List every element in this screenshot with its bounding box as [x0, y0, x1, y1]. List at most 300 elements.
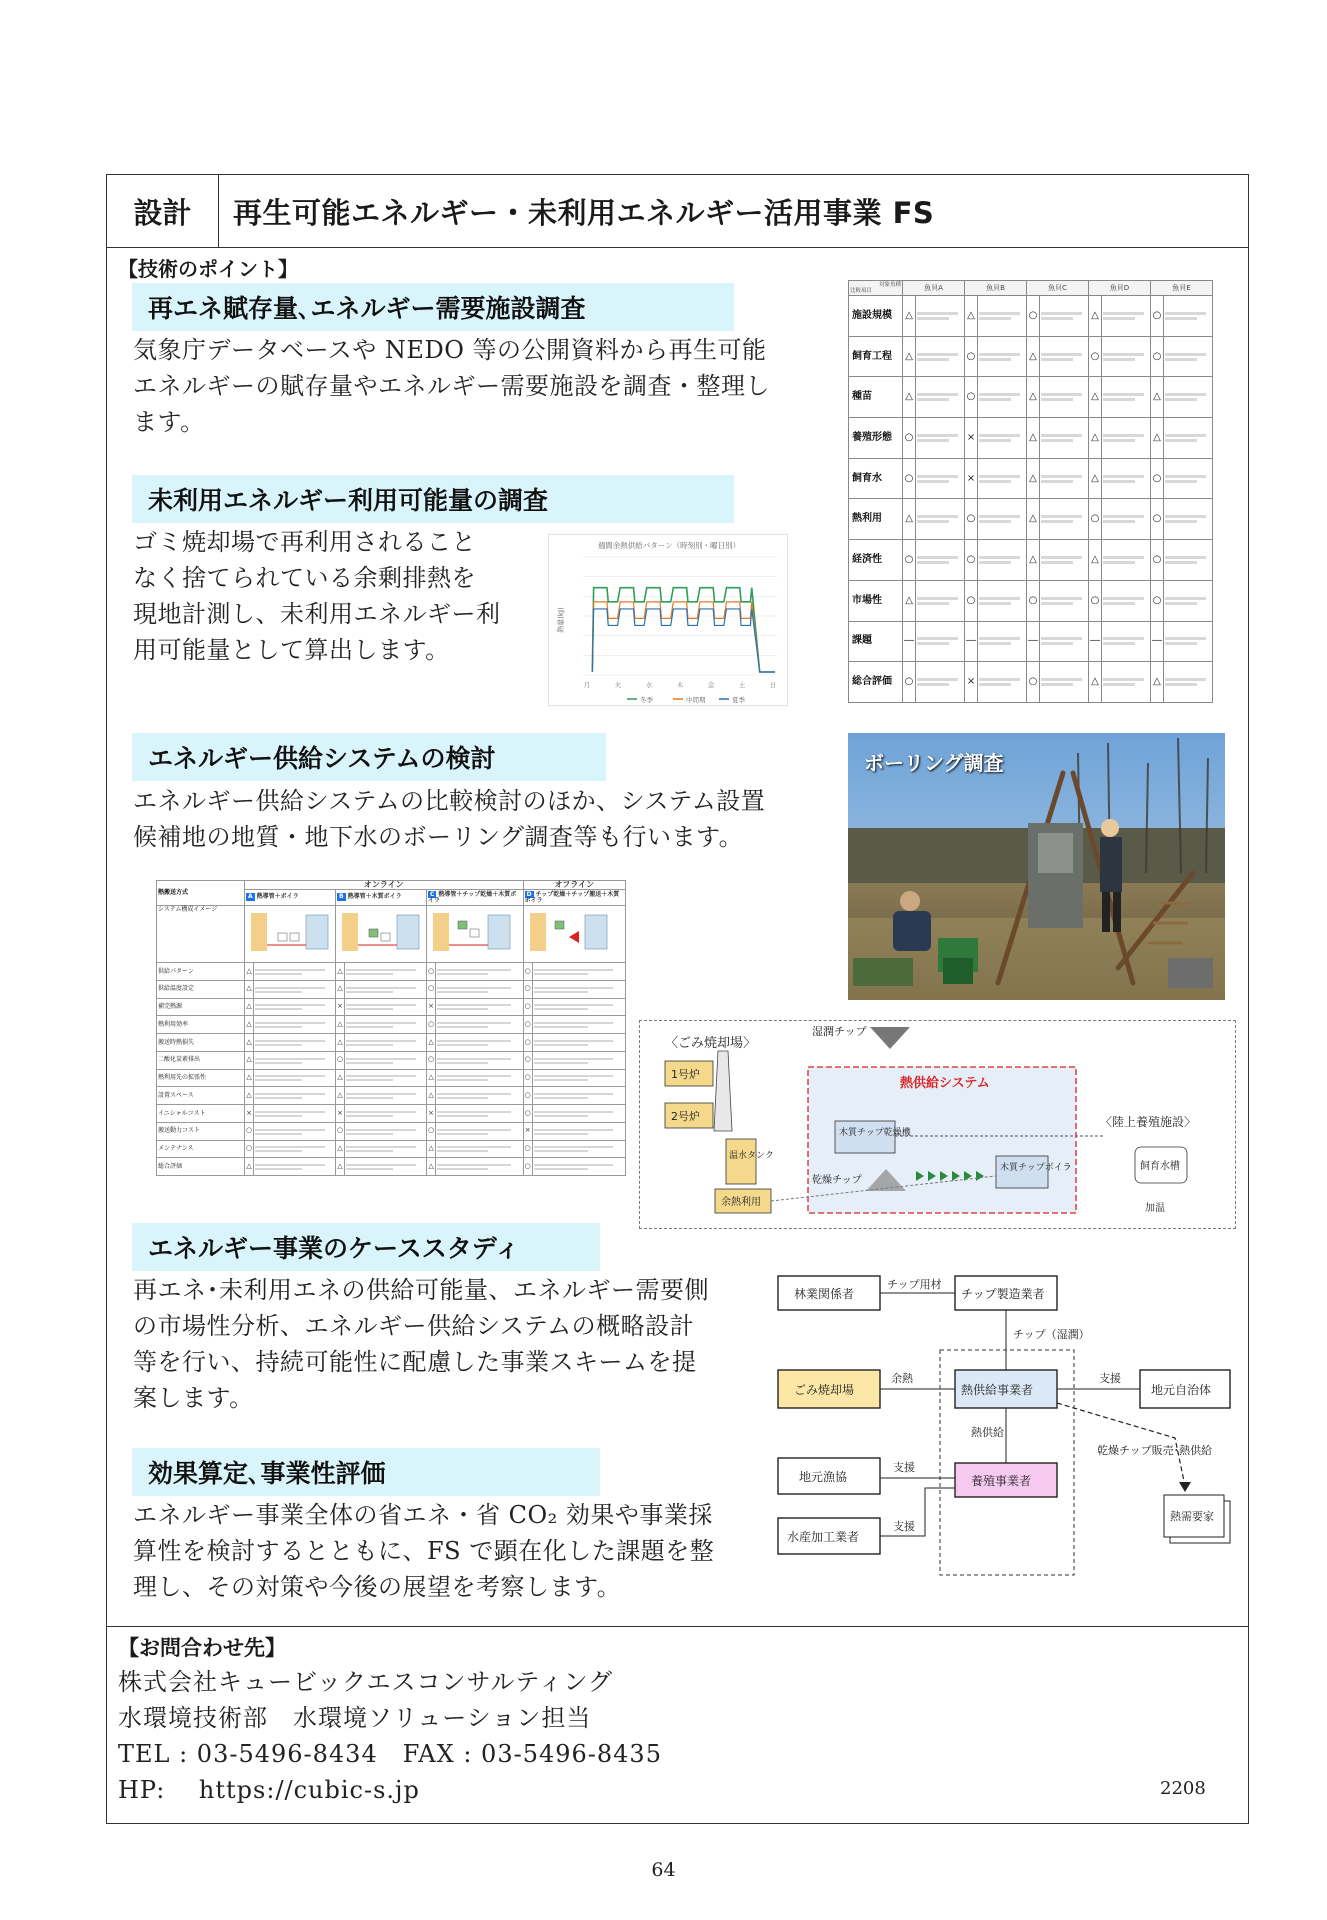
evaluation-mark: ○ — [427, 1051, 436, 1069]
cell-note — [1163, 336, 1212, 377]
boring-survey-photo — [848, 733, 1225, 1000]
cell-note — [1040, 662, 1089, 703]
row-label: 搬送時熱損失 — [157, 1034, 245, 1052]
row-label: 種苗 — [849, 377, 903, 418]
cell-note — [436, 1140, 524, 1158]
text-line: 気象庁データベースや NEDO 等の公開資料から再生可能 — [133, 336, 767, 364]
section-text-3 — [133, 783, 843, 855]
cell-note — [1040, 418, 1089, 459]
table-row — [157, 980, 626, 998]
row-label: 飼育工程 — [849, 336, 903, 377]
chart-svg — [549, 535, 789, 707]
column-header: 魚貝C — [1027, 281, 1089, 296]
evaluation-mark: ○ — [523, 1069, 532, 1087]
evaluation-mark: ○ — [523, 1105, 532, 1123]
cell-note — [1163, 458, 1212, 499]
cell-note — [916, 662, 965, 703]
hot-water-tank: 温水タンク — [729, 1151, 774, 1161]
cell-note — [916, 499, 965, 540]
cell-note — [436, 980, 524, 998]
cell-note — [436, 998, 524, 1016]
system-label: チップ乾燥＋チップ搬送＋木質ボイラ — [524, 890, 620, 904]
table-row — [849, 296, 1213, 337]
text-line: の市場性分析、エネルギー供給システムの概略設計 — [133, 1312, 695, 1340]
evaluation-mark: ○ — [523, 1016, 532, 1034]
x-tick-label: 土 — [738, 681, 746, 689]
table-row — [849, 621, 1213, 662]
row-label: 施設規模 — [849, 296, 903, 337]
evaluation-mark: △ — [245, 1016, 254, 1034]
evaluation-mark: △ — [427, 1087, 436, 1105]
evaluation-mark: △ — [427, 1140, 436, 1158]
row-label: 設置スペース — [157, 1087, 245, 1105]
contact-tel-fax: TEL : 03-5496-8434 FAX : 03-5496-8435 — [118, 1740, 662, 1768]
cell-note — [254, 1122, 336, 1140]
cell-note — [1102, 580, 1151, 621]
row-label: 補完熱源 — [157, 998, 245, 1016]
evaluation-mark: ○ — [965, 499, 978, 540]
text-line: ます。 — [133, 408, 205, 436]
evaluation-mark: ○ — [427, 1122, 436, 1140]
cell-note — [254, 1016, 336, 1034]
section-text-2 — [133, 524, 553, 668]
section-text-4 — [133, 1272, 773, 1416]
system-column-header — [245, 889, 336, 905]
heat-supply-label: 熱供給 — [971, 1426, 1004, 1439]
column-header: 魚貝D — [1089, 281, 1151, 296]
cell-note — [254, 1069, 336, 1087]
evaluation-mark: ○ — [965, 336, 978, 377]
cell-note — [978, 662, 1027, 703]
cell-note — [436, 963, 524, 981]
text-line: なく捨てられている余剰排熱を — [133, 564, 476, 592]
evaluation-mark: △ — [336, 1034, 345, 1052]
cell-note — [345, 1069, 427, 1087]
category-label: 設計 — [107, 175, 219, 247]
text-line: 現地計測し、未利用エネルギー利 — [133, 600, 501, 628]
page-title: 再生可能エネルギー・未利用エネルギー活用事業 FS — [233, 195, 935, 230]
furnace-2: 2号炉 — [671, 1110, 700, 1123]
cell-note — [1040, 377, 1089, 418]
table-row — [849, 499, 1213, 540]
evaluation-mark: ○ — [1089, 499, 1102, 540]
row-label: 総合評価 — [849, 662, 903, 703]
cell-note — [532, 1158, 625, 1176]
row-label: 熱利用先の拡張性 — [157, 1069, 245, 1087]
cell-note — [345, 998, 427, 1016]
image-row — [157, 905, 626, 963]
cell-note — [254, 980, 336, 998]
cell-note — [1040, 621, 1089, 662]
row-label: 養殖形態 — [849, 418, 903, 459]
evaluation-mark: × — [965, 418, 978, 459]
evaluation-mark: × — [336, 998, 345, 1016]
processor-box: 水産加工業者 — [787, 1530, 860, 1544]
evaluation-mark: △ — [903, 296, 916, 337]
photo-label: ボーリング調査 — [864, 751, 1004, 775]
cell-note — [916, 458, 965, 499]
series-line — [592, 588, 775, 672]
row-label: 二酸化炭素排出 — [157, 1051, 245, 1069]
evaluation-mark: ○ — [903, 458, 916, 499]
evaluation-mark: △ — [336, 1158, 345, 1176]
system-tag: A — [248, 893, 253, 901]
cell-note — [532, 980, 625, 998]
evaluation-mark: △ — [245, 1069, 254, 1087]
cell-note — [254, 1158, 336, 1176]
cell-note — [254, 998, 336, 1016]
table-row — [849, 418, 1213, 459]
incinerator-box: ごみ焼却場 — [794, 1383, 855, 1397]
cell-note — [978, 499, 1027, 540]
cell-note — [345, 1140, 427, 1158]
cell-note — [916, 336, 965, 377]
cell-note — [1163, 377, 1212, 418]
surplus-label: 余熱 — [891, 1372, 913, 1385]
evaluation-mark: × — [523, 1122, 532, 1140]
table-row — [157, 1122, 626, 1140]
evaluation-mark: △ — [1089, 540, 1102, 581]
evaluation-mark: ○ — [427, 963, 436, 981]
evaluation-mark: ○ — [245, 1122, 254, 1140]
tech-point-label: 【技術のポイント】 — [118, 257, 298, 281]
column-header: 魚貝A — [903, 281, 965, 296]
evaluation-mark: ○ — [336, 1122, 345, 1140]
evaluation-mark: ○ — [523, 1140, 532, 1158]
page-number: 64 — [651, 1859, 676, 1881]
cell-note — [436, 1034, 524, 1052]
surplus-heat-label: 余熱利用 — [721, 1197, 761, 1208]
text-line: エネルギーの賦存量やエネルギー需要施設を調査・整理し — [133, 372, 770, 400]
chart-x-ticks — [584, 680, 777, 689]
cell-note — [1040, 458, 1089, 499]
cell-note — [1102, 377, 1151, 418]
x-tick-label: 火 — [614, 681, 622, 689]
cell-note — [1102, 621, 1151, 662]
evaluation-mark: △ — [1027, 499, 1040, 540]
cell-note — [1102, 540, 1151, 581]
cell-note — [978, 377, 1027, 418]
chip-maker-box: チップ製造業者 — [961, 1287, 1045, 1301]
text-line: エネルギー供給システムの比較検討のほか、システム設置 — [133, 787, 766, 815]
table-row — [157, 963, 626, 981]
row-label: 熱利用 — [849, 499, 903, 540]
municipality-box: 地元自治体 — [1151, 1383, 1212, 1397]
cell-note — [916, 540, 965, 581]
evaluation-mark: △ — [245, 1034, 254, 1052]
incinerator-title: 〈ごみ焼却場〉 — [665, 1036, 757, 1051]
cell-note — [532, 1105, 625, 1123]
cell-note — [978, 458, 1027, 499]
table-row — [849, 662, 1213, 703]
evaluation-mark: ○ — [523, 963, 532, 981]
support-label-1: 支援 — [1099, 1372, 1121, 1385]
table-row — [849, 540, 1213, 581]
cell-note — [1163, 296, 1212, 337]
row-label: システム構成イメージ — [157, 905, 245, 963]
cell-note — [1102, 458, 1151, 499]
system-column-header — [336, 889, 427, 905]
table-row — [849, 580, 1213, 621]
table-row — [157, 1051, 626, 1069]
system-label: 熱導管＋木質ボイラ — [347, 893, 402, 901]
table-header-row — [849, 281, 1213, 296]
cell-note — [436, 1069, 524, 1087]
text-line: ゴミ焼却場で再利用されること — [133, 528, 476, 556]
evaluation-mark: ○ — [523, 998, 532, 1016]
system-column-header — [523, 889, 625, 905]
cell-note — [978, 540, 1027, 581]
cell-note — [345, 1016, 427, 1034]
contact-divider — [106, 1626, 1249, 1627]
system-image-c — [427, 905, 524, 963]
evaluation-mark: △ — [1027, 377, 1040, 418]
evaluation-mark: ○ — [1150, 336, 1163, 377]
evaluation-mark: × — [336, 1105, 345, 1123]
column-header: 魚貝B — [965, 281, 1027, 296]
cell-note — [436, 1087, 524, 1105]
cell-note — [978, 580, 1027, 621]
text-line: エネルギー事業全体の省エネ・省 CO₂ 効果や事業採 — [133, 1501, 713, 1529]
system-label: 熱導管＋ボイラ — [256, 893, 299, 901]
evaluation-mark: ○ — [903, 540, 916, 581]
evaluation-mark: ― — [903, 621, 916, 662]
evaluation-mark: △ — [903, 499, 916, 540]
cell-note — [916, 418, 965, 459]
system-image-a — [245, 905, 336, 963]
legend-label: 冬季 — [640, 696, 653, 704]
evaluation-mark: △ — [1027, 336, 1040, 377]
wet-chip-label: 湿潤チップ — [812, 1025, 867, 1038]
cell-note — [1102, 499, 1151, 540]
row-label: 課題 — [849, 621, 903, 662]
evaluation-mark: △ — [427, 1069, 436, 1087]
system-label: 熱導管＋チップ乾燥＋木質ボイラ — [428, 890, 517, 904]
dry-chip-label: 乾燥チップ — [812, 1175, 862, 1186]
breeding-tank: 飼育水槽 — [1140, 1161, 1180, 1172]
cell-note — [532, 1016, 625, 1034]
text-line: 算性を検討するとともに、FS で顕在化した課題を整 — [133, 1537, 715, 1565]
chip-wet-label: チップ（湿潤） — [1013, 1328, 1090, 1341]
evaluation-mark: ○ — [336, 1051, 345, 1069]
evaluation-mark: △ — [1089, 458, 1102, 499]
section-heading-2: 未利用エネルギー利用可能量の調査 — [132, 475, 734, 523]
evaluation-mark: △ — [336, 1016, 345, 1034]
furnace-1: 1号炉 — [671, 1068, 700, 1081]
cell-note — [916, 621, 965, 662]
cell-note — [1102, 336, 1151, 377]
evaluation-mark: ― — [1150, 621, 1163, 662]
system-tag: C — [430, 890, 435, 898]
cell-note — [436, 1016, 524, 1034]
business-scheme-diagram — [775, 1268, 1235, 1588]
table-row — [157, 1105, 626, 1123]
system-image-d — [523, 905, 625, 963]
text-line: 用可能量として算出します。 — [133, 636, 450, 664]
evaluation-mark: △ — [336, 980, 345, 998]
evaluation-mark: ○ — [1150, 580, 1163, 621]
cell-note — [916, 296, 965, 337]
evaluation-mark: ○ — [1150, 458, 1163, 499]
system-column-header — [427, 889, 524, 905]
system-tag: D — [526, 890, 532, 898]
system-tag: B — [339, 893, 344, 901]
row-label: 熱利用効率 — [157, 1016, 245, 1034]
row-label: イニシャルコスト — [157, 1105, 245, 1123]
cell-note — [1040, 336, 1089, 377]
evaluation-mark: ○ — [903, 418, 916, 459]
evaluation-mark: △ — [1089, 418, 1102, 459]
chart-title: 週間余熱供給パターン（時刻別・曜日別） — [597, 541, 741, 550]
cell-note — [978, 296, 1027, 337]
evaluation-mark: △ — [245, 1051, 254, 1069]
evaluation-mark: △ — [1150, 377, 1163, 418]
cell-note — [532, 1122, 625, 1140]
cell-note — [1163, 499, 1212, 540]
evaluation-mark: ○ — [523, 1034, 532, 1052]
chart-legend — [627, 695, 746, 704]
boiler-label: 木質チップボイラ — [1000, 1163, 1072, 1173]
evaluation-mark: ○ — [427, 980, 436, 998]
x-tick-label: 日 — [769, 681, 777, 689]
text-line: 案します。 — [133, 1384, 254, 1412]
group-offline: オフライン — [523, 881, 625, 890]
evaluation-mark: × — [245, 1105, 254, 1123]
cell-note — [345, 1051, 427, 1069]
evaluation-mark: △ — [245, 1087, 254, 1105]
evaluation-mark: ○ — [1150, 296, 1163, 337]
evaluation-mark: △ — [1089, 377, 1102, 418]
evaluation-mark: △ — [1150, 662, 1163, 703]
evaluation-mark: △ — [427, 1034, 436, 1052]
contact-department: 水環境技術部 水環境ソリューション担当 — [118, 1704, 592, 1732]
cell-note — [916, 377, 965, 418]
cell-note — [254, 1140, 336, 1158]
evaluation-mark: ○ — [965, 540, 978, 581]
row-label: 市場性 — [849, 580, 903, 621]
cell-note — [532, 1051, 625, 1069]
row-label: 経済性 — [849, 540, 903, 581]
section-heading-4: エネルギー事業のケーススタディ — [132, 1223, 600, 1271]
evaluation-mark: ○ — [523, 980, 532, 998]
evaluation-mark: × — [427, 998, 436, 1016]
evaluation-mark: △ — [903, 377, 916, 418]
evaluation-mark: ○ — [523, 1158, 532, 1176]
evaluation-mark: × — [965, 662, 978, 703]
cell-note — [1040, 580, 1089, 621]
table-row — [157, 1158, 626, 1176]
fishery-box: 地元漁協 — [799, 1470, 848, 1484]
evaluation-mark: ○ — [965, 377, 978, 418]
cell-note — [916, 580, 965, 621]
cell-note — [1102, 662, 1151, 703]
evaluation-mark: △ — [1089, 296, 1102, 337]
evaluation-mark: ― — [1027, 621, 1040, 662]
contact-website-link[interactable]: HP: https://cubic-s.jp — [118, 1776, 420, 1804]
evaluation-mark: △ — [336, 963, 345, 981]
table-row — [157, 1016, 626, 1034]
row-label: 搬送動力コスト — [157, 1122, 245, 1140]
evaluation-mark: ○ — [427, 1016, 436, 1034]
table-row — [157, 1087, 626, 1105]
evaluation-mark: △ — [1089, 662, 1102, 703]
evaluation-mark: △ — [245, 1158, 254, 1176]
cell-note — [436, 1051, 524, 1069]
evaluation-mark: ― — [965, 621, 978, 662]
evaluation-mark: × — [427, 1105, 436, 1123]
heat-supplier-box: 熱供給事業者 — [961, 1383, 1034, 1397]
cell-note — [345, 1122, 427, 1140]
table-row — [157, 1140, 626, 1158]
evaluation-mark: △ — [1027, 540, 1040, 581]
evaluation-mark: △ — [965, 296, 978, 337]
row-label: メンテナンス — [157, 1140, 245, 1158]
support-label-3: 支援 — [893, 1520, 915, 1533]
table-row — [849, 336, 1213, 377]
section-heading-5: 効果算定､事業性評価 — [132, 1448, 600, 1496]
section-text-1 — [133, 332, 833, 440]
cell-note — [345, 1105, 427, 1123]
evaluation-mark: ○ — [1027, 662, 1040, 703]
heat-system-title: 熱供給システム — [900, 1076, 990, 1091]
table-row — [849, 377, 1213, 418]
cell-note — [254, 1087, 336, 1105]
text-line: 理し、その対策や今後の展望を考察します。 — [133, 1573, 622, 1601]
cell-note — [345, 963, 427, 981]
x-tick-label: 水 — [645, 681, 653, 689]
heat-demand-box: 熱需要家 — [1170, 1510, 1214, 1523]
cell-note — [1040, 296, 1089, 337]
cell-note — [1102, 296, 1151, 337]
contact-company: 株式会社キュービックエスコンサルティング — [118, 1668, 613, 1696]
row-label: 飼育水 — [849, 458, 903, 499]
cell-note — [345, 1087, 427, 1105]
system-comparison-table — [156, 880, 626, 1176]
farm-title: 〈陸上養殖施設〉 — [1100, 1115, 1197, 1129]
table-row — [157, 1069, 626, 1087]
system-image-b — [336, 905, 427, 963]
table-row — [157, 998, 626, 1016]
evaluation-mark: △ — [903, 336, 916, 377]
aquaculture-box: 養殖事業者 — [971, 1474, 1032, 1488]
contact-label: 【お問合わせ先】 — [118, 1636, 286, 1660]
cell-note — [1040, 499, 1089, 540]
cell-note — [1163, 662, 1212, 703]
cell-note — [254, 963, 336, 981]
evaluation-mark: ○ — [245, 1140, 254, 1158]
table-corner: 対象魚種 比較項目 — [850, 282, 902, 294]
heat-supply-diagram — [639, 1020, 1236, 1229]
evaluation-mark: ○ — [523, 1051, 532, 1069]
evaluation-mark: ○ — [1089, 580, 1102, 621]
cell-note — [254, 1034, 336, 1052]
row-label: 供給温度設定 — [157, 980, 245, 998]
diagram-svg — [640, 1021, 1237, 1230]
cell-note — [1102, 418, 1151, 459]
chart-series — [592, 588, 775, 672]
cell-note — [436, 1122, 524, 1140]
title-row — [106, 174, 1249, 248]
cell-note — [978, 336, 1027, 377]
section-heading-1: 再エネ賦存量､エネルギー需要施設調査 — [132, 283, 734, 331]
group-header-row — [157, 881, 626, 890]
evaluation-mark: △ — [336, 1069, 345, 1087]
cell-note — [345, 1158, 427, 1176]
column-header: 魚貝E — [1150, 281, 1212, 296]
cell-note — [978, 418, 1027, 459]
cell-note — [1163, 621, 1212, 662]
text-line: 再エネ･未利用エネの供給可能量、エネルギー需要側 — [133, 1276, 709, 1304]
